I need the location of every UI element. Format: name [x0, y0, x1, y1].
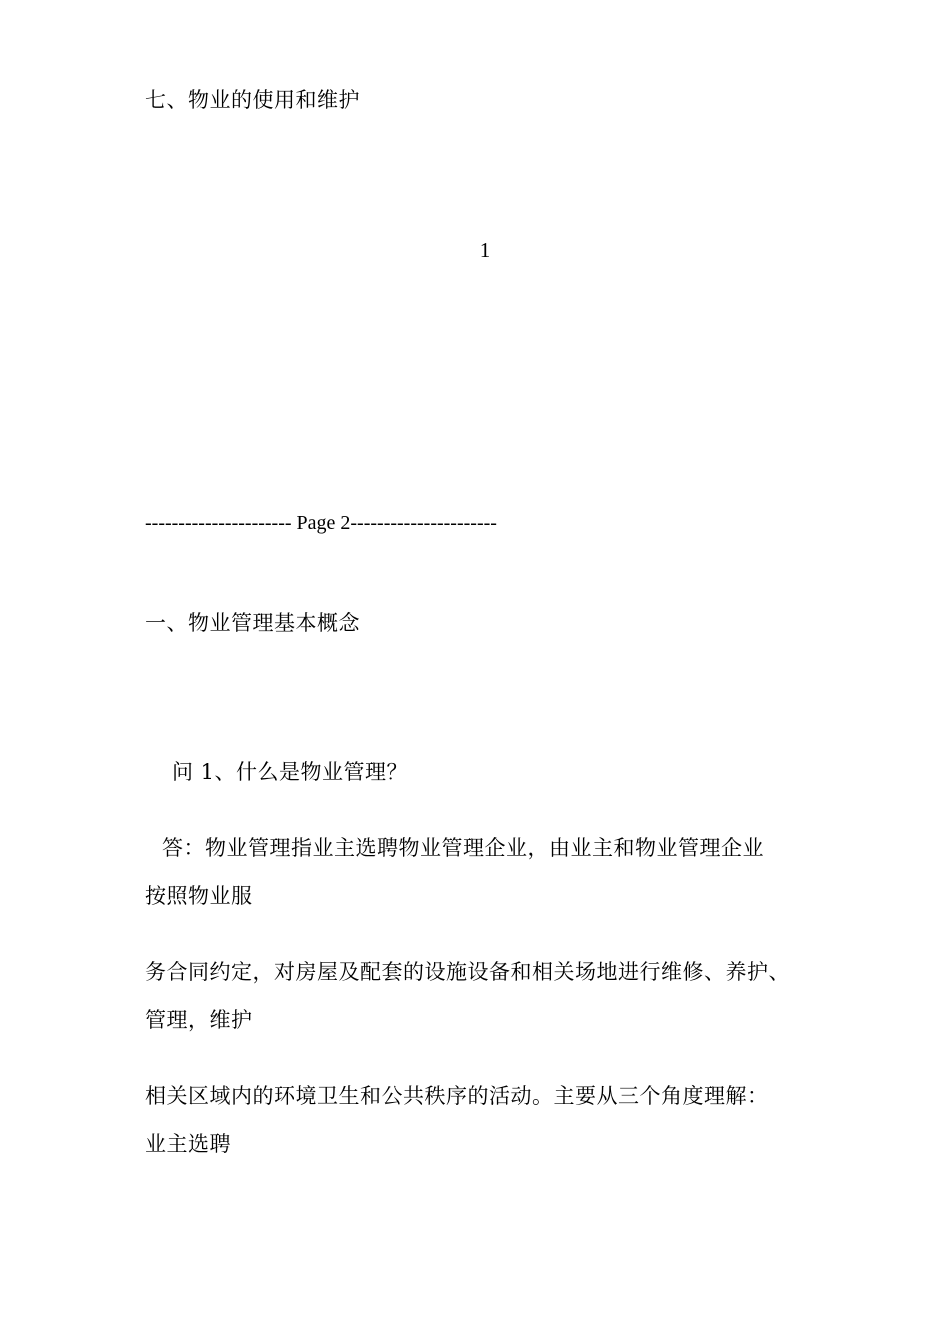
question-1: 问 1、什么是物业管理？ [172, 760, 409, 784]
answer-line-5: 相关区域内的环境卫生和公共秩序的活动。主要从三个角度理解： [145, 1084, 769, 1108]
answer-line-2: 按照物业服 [145, 884, 253, 908]
section-heading-7: 七、物业的使用和维护 [145, 88, 360, 112]
answer-line-1: 答：物业管理指业主选聘物业管理企业，由业主和物业管理企业 [162, 836, 764, 860]
answer-line-3: 务合同约定，对房屋及配套的设施设备和相关场地进行维修、养护、 [145, 960, 790, 984]
answer-line-6: 业主选聘 [145, 1132, 231, 1156]
page-separator: ---------------------- Page 2---------------------- [145, 512, 497, 534]
answer-line-4: 管理，维护 [145, 1008, 253, 1032]
section-heading-1: 一、物业管理基本概念 [145, 611, 360, 635]
page-number: 1 [479, 238, 491, 262]
